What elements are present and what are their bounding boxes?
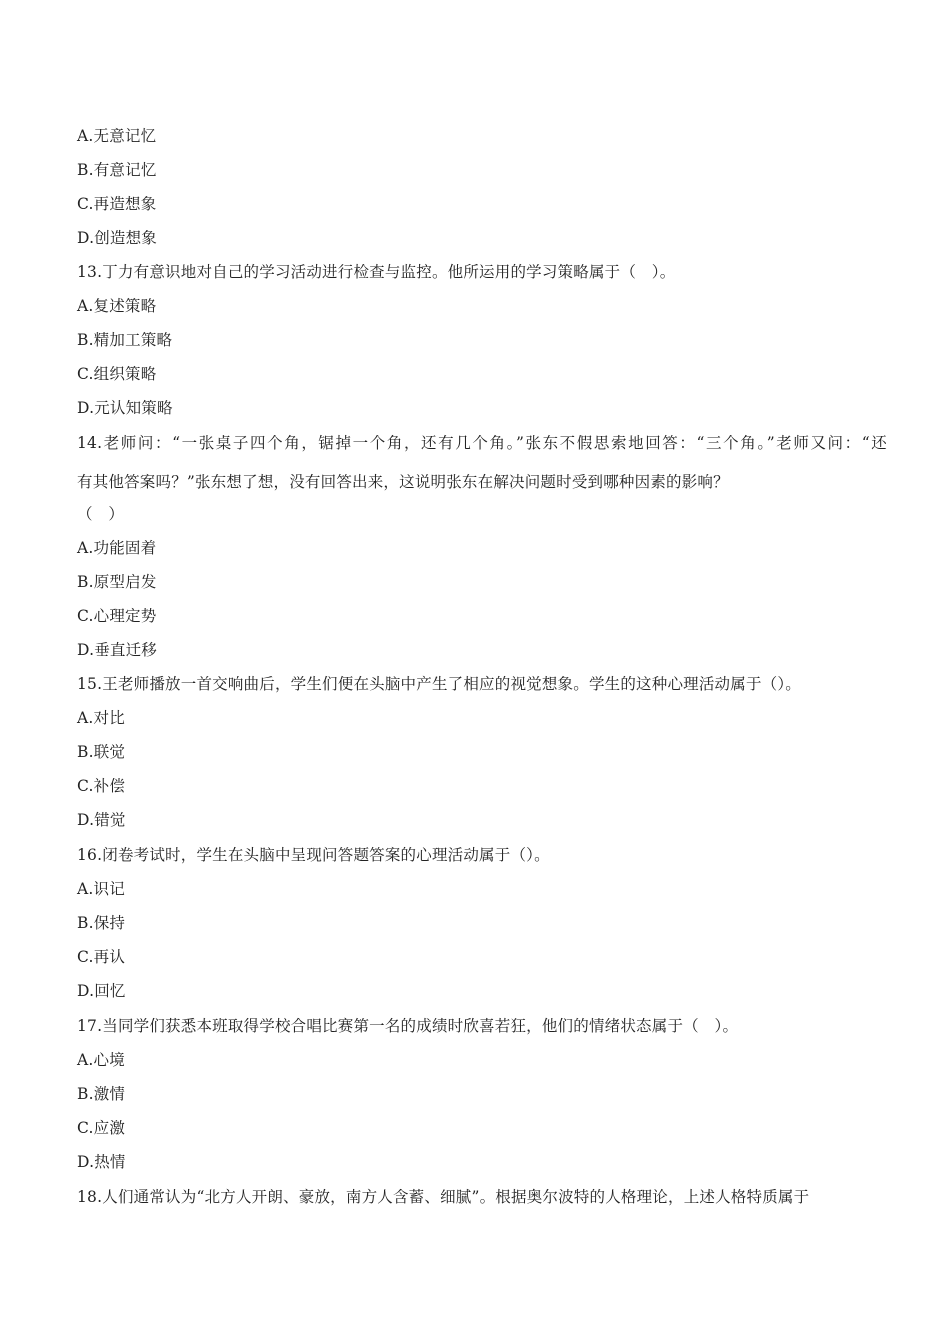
q12-option-d: D.创造想象 (77, 229, 158, 247)
q16-option-b: B.保持 (77, 914, 126, 932)
q12-option-a: A.无意记忆 (77, 127, 157, 145)
q15-option-b: B.联觉 (77, 743, 126, 761)
q14-option-a: A.功能固着 (77, 539, 157, 557)
q17-option-d: D.热情 (77, 1153, 126, 1171)
q12-option-b: B.有意记忆 (77, 161, 157, 179)
q16-stem: 16.闭卷考试时，学生在头脑中呈现问答题答案的心理活动属于（）。 (77, 846, 550, 864)
q17-option-b: B.激情 (77, 1085, 126, 1103)
q15-option-a: A.对比 (77, 709, 125, 727)
q14-stem-line-2: 有其他答案吗？”张东想了想，没有回答出来，这说明张东在解决问题时受到哪种因素的影响？ (77, 473, 729, 491)
q15-stem: 15.王老师播放一首交响曲后，学生们便在头脑中产生了相应的视觉想象。学生的这种心理活动属于（）。 (77, 675, 802, 693)
q12-option-c: C.再造想象 (77, 195, 157, 213)
q13-option-b: B.精加工策略 (77, 331, 173, 349)
q14-option-d: D.垂直迁移 (77, 641, 158, 659)
q18-stem: 18.人们通常认为“北方人开朗、豪放，南方人含蓄、细腻”。根据奥尔波特的人格理论，上述人格特质属于 (77, 1188, 810, 1206)
q17-option-a: A.心境 (77, 1051, 125, 1069)
q16-option-a: A.识记 (77, 880, 125, 898)
q13-stem: 13.丁力有意识地对自己的学习活动进行检查与监控。他所运用的学习策略属于（ ）。 (77, 263, 676, 281)
q13-option-d: D.元认知策略 (77, 399, 173, 417)
q15-option-d: D.错觉 (77, 811, 126, 829)
q14-option-b: B.原型启发 (77, 573, 157, 591)
q14-answer-blank: （ ） (77, 505, 125, 523)
q13-option-a: A.复述策略 (77, 297, 157, 315)
q17-stem: 17.当同学们获悉本班取得学校合唱比赛第一名的成绩时欣喜若狂，他们的情绪状态属于（ ）。 (77, 1017, 739, 1035)
q15-option-c: C.补偿 (77, 777, 126, 795)
q16-option-c: C.再认 (77, 948, 126, 966)
q14-option-c: C.心理定势 (77, 607, 157, 625)
q13-option-c: C.组织策略 (77, 365, 157, 383)
q17-option-c: C.应激 (77, 1119, 126, 1137)
q14-stem-line-1: 14.老师问：“一张桌子四个角，锯掉一个角，还有几个角。”张东不假思索地回答：“三个角。”老师又问：“还 (77, 434, 887, 452)
q16-option-d: D.回忆 (77, 982, 126, 1000)
